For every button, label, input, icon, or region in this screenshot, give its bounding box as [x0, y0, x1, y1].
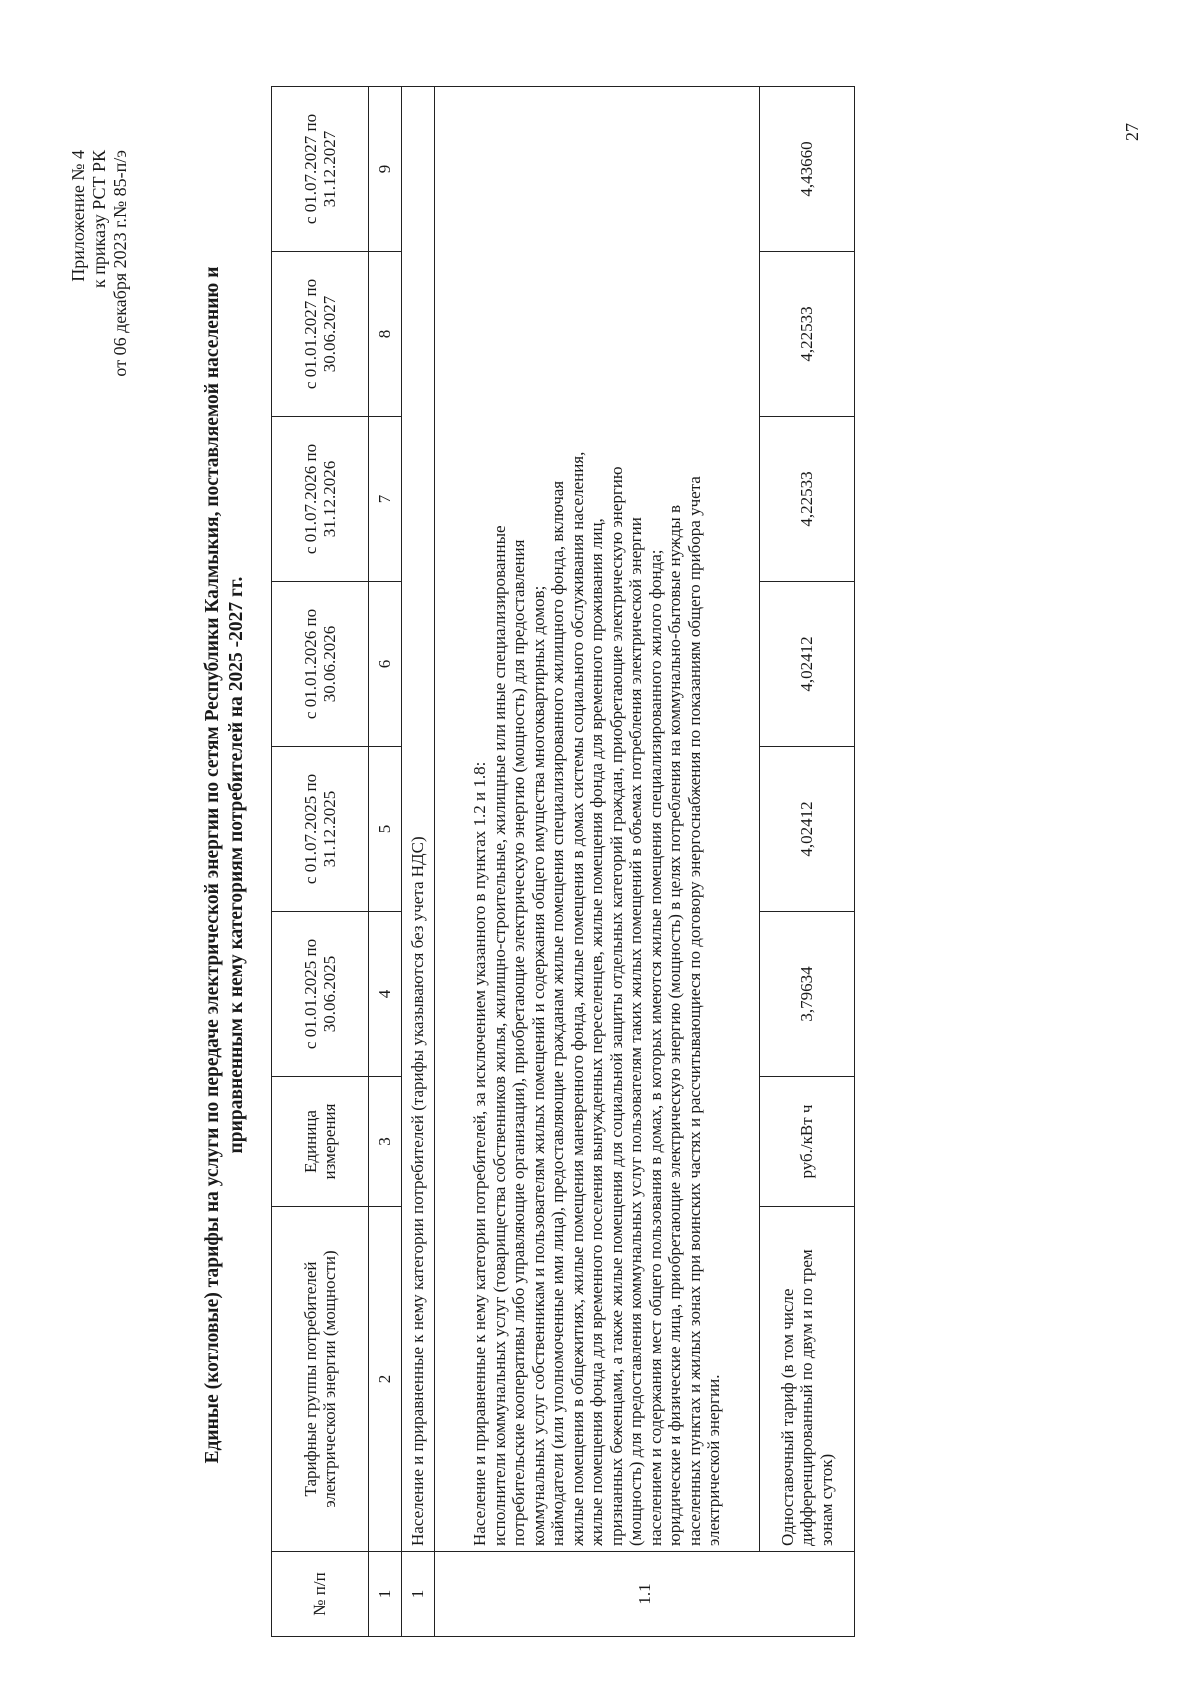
- title-line-2: приравненным к нему категориям потребителей на 2025 -2027 гг.: [226, 576, 247, 1154]
- description-line: жилые помещения в общежитиях, жилые помещения маневренного фонда, жилые помещения в домах системы социального обслуживания населения,: [567, 451, 587, 1546]
- appendix-line-1: Приложение № 4: [68, 150, 88, 282]
- tariff-value: 4,02412: [760, 582, 855, 747]
- section-number: 1: [402, 1552, 435, 1637]
- column-number: 1: [369, 1552, 402, 1637]
- description-line: населением и содержания мест общего пользования в домах, в которых имеются жилые помещения специализированного жилого фонда;: [645, 549, 665, 1546]
- header-cell-period: с 01.01.2025 по 30.06.2025: [272, 912, 369, 1077]
- header-cell-period: с 01.07.2025 по 31.12.2025: [272, 747, 369, 912]
- column-number: 2: [369, 1207, 402, 1552]
- description-line: исполнители коммунальных услуг (товарищества собственников жилья, жилищно-строительные, жилищные или иные специализированные: [489, 525, 509, 1546]
- header-row: [272, 87, 369, 1637]
- section-title: Население и приравненные к нему категории потребителей (тарифы указываются без учета НДС): [402, 87, 435, 1552]
- column-number: 4: [369, 912, 402, 1077]
- tariff-unit: руб./кВт ч: [760, 1077, 855, 1207]
- description-line: электрической энергии.: [704, 1374, 724, 1546]
- tariff-value: 4,43660: [760, 87, 855, 252]
- item-description: [435, 87, 760, 1552]
- tariff-name: Одноставочный тариф (в том числе дифференцированный по двум и по трем зонам суток): [760, 1207, 855, 1552]
- description-line: потребительские кооперативы либо управляющие организации), приобретающие электрическую энергию (мощность) для предоставления: [509, 539, 529, 1546]
- header-cell-period: с 01.01.2026 по 30.06.2026: [272, 582, 369, 747]
- header-cell-number: № п/п: [272, 1552, 369, 1637]
- column-number: 6: [369, 582, 402, 747]
- rotated-page: [58, 65, 1158, 1665]
- item-number: 1.1: [435, 1552, 855, 1637]
- header-cell-period: с 01.07.2027 по 31.12.2027: [272, 87, 369, 252]
- description-line: Население и приравненные к нему категории потребителей, за исключением указанного в пунктах 1.2 и 1.8:: [470, 761, 490, 1546]
- title-line-1: Единые (котловые) тарифы на услуги по передаче электрической энергии по сетям Республики Калмыкия, поставляемой населению и: [202, 266, 223, 1464]
- header-cell-group: Тарифные группы потребителей электрической энергии (мощности): [272, 1207, 369, 1552]
- tariff-table: [271, 86, 855, 1637]
- tariff-value: 4,22533: [760, 252, 855, 417]
- header-cell-unit: Единица измерения: [272, 1077, 369, 1207]
- description-line: жилые помещения фонда для временного поселения вынужденных переселенцев, жилые помещения фонда для временного проживания лиц,: [587, 518, 607, 1546]
- document-title: [201, 65, 249, 1665]
- column-number-row: [369, 87, 402, 1637]
- description-line: коммунальных услуг собственникам и пользователям жилых помещений и содержания общего имущества многоквартирных домов;: [528, 585, 548, 1546]
- page-number: 27: [1122, 123, 1142, 141]
- appendix-line-2: к приказу РСТ РК: [89, 150, 109, 288]
- column-number: 9: [369, 87, 402, 252]
- tariff-value: 4,22533: [760, 417, 855, 582]
- description-line: (мощность) для предоставления коммунальных услуг пользователям таких жилых помещений в объемах потребления электрической энергии: [626, 517, 646, 1546]
- column-number: 3: [369, 1077, 402, 1207]
- description-line: населенных пунктах и жилых зонах при воинских частях и рассчитывающиеся по договору энергоснабжения по показаниям общего прибора учета: [684, 476, 704, 1546]
- tariff-value: 4,02412: [760, 747, 855, 912]
- column-number: 7: [369, 417, 402, 582]
- description-line: юридические и физические лица, приобретающие электрическую энергию (мощность) в целях потребления на коммунально-бытовые нужды в: [665, 505, 685, 1546]
- appendix-reference: [68, 150, 131, 377]
- tariff-value: 3,79634: [760, 912, 855, 1077]
- header-cell-period: с 01.01.2027 по 30.06.2027: [272, 252, 369, 417]
- description-line: наймодатели (или уполномоченные ими лица), предоставляющие гражданам жилые помещения специализированного жилищного фонда, включая: [548, 480, 568, 1546]
- description-line: признанных беженцами, а также жилые помещения для социальной защиты отдельных категорий граждан, приобретающие электрическую энергию: [606, 466, 626, 1546]
- section-row: [402, 87, 435, 1637]
- column-number: 5: [369, 747, 402, 912]
- item-description-row: [435, 87, 760, 1637]
- header-cell-period: с 01.07.2026 по 31.12.2026: [272, 417, 369, 582]
- tariff-value-row: [760, 87, 855, 1637]
- appendix-line-3: от 06 декабря 2023 г.№ 85-п/э: [110, 150, 130, 377]
- column-number: 8: [369, 252, 402, 417]
